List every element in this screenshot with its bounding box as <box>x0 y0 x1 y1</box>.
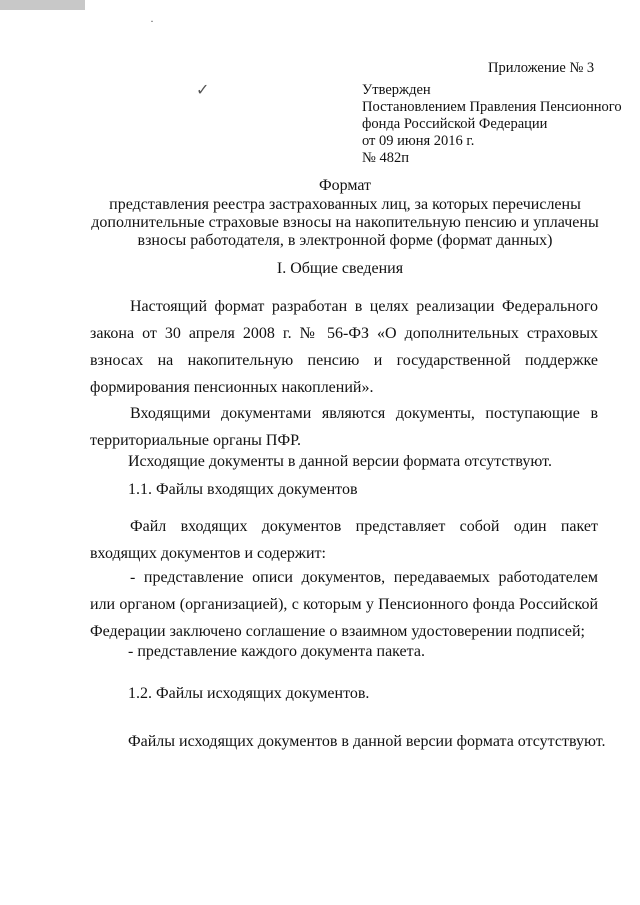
section-heading: I. Общие сведения <box>276 260 404 277</box>
subsection-heading: 1.1. Файлы входящих документов <box>128 481 358 498</box>
title-block <box>80 176 610 250</box>
list-item: - представление описи документов, передаваемых работодателем или органом (организацией), с которым у Пенсионного фонда Российской Федерации заключено соглашение о взаимном удостоверении подписей; <box>90 569 598 640</box>
approval-line: от 09 июня 2016 г. <box>362 133 475 149</box>
subsection-heading: 1.2. Файлы исходящих документов. <box>128 685 370 702</box>
scan-artifact: · <box>150 14 154 28</box>
approval-line: № 482п <box>362 150 409 166</box>
approval-line: Утвержден <box>362 82 431 98</box>
approval-block <box>362 82 622 167</box>
document-subtitle-line: дополнительные страховые взносы на накопительную пенсию и уплачены <box>91 214 599 231</box>
paragraph: Файлы исходящих документов в данной версии формата отсутствуют. <box>128 733 606 750</box>
document-subtitle-line: взносы работодателя, в электронной форме (формат данных) <box>137 232 553 249</box>
paragraph: Исходящие документы в данной версии формата отсутствуют. <box>128 453 552 470</box>
document-title: Формат <box>318 177 372 194</box>
scan-artifact: ✓ <box>196 82 210 99</box>
approval-line: Постановлением Правления Пенсионного <box>362 99 622 115</box>
paragraph: Входящими документами являются документы, поступающие в территориальные органы ПФР. <box>90 405 598 449</box>
scan-artifact <box>0 0 85 10</box>
approval-line: фонда Российской Федерации <box>362 116 548 132</box>
appendix-number: Приложение № 3 <box>488 60 595 76</box>
paragraph: Настоящий формат разработан в целях реализации Федерального закона от 30 апреля 2008 г. № 56-ФЗ «О дополнительных страховых взносах на накопительную пенсию и государственной поддержке формирования пенсионных накоплений». <box>90 298 598 396</box>
list-item: - представление каждого документа пакета. <box>128 643 425 660</box>
document-subtitle-line: представления реестра застрахованных лиц, за которых перечислены <box>109 196 581 213</box>
paragraph: Файл входящих документов представляет собой один пакет входящих документов и содержит: <box>90 518 598 562</box>
